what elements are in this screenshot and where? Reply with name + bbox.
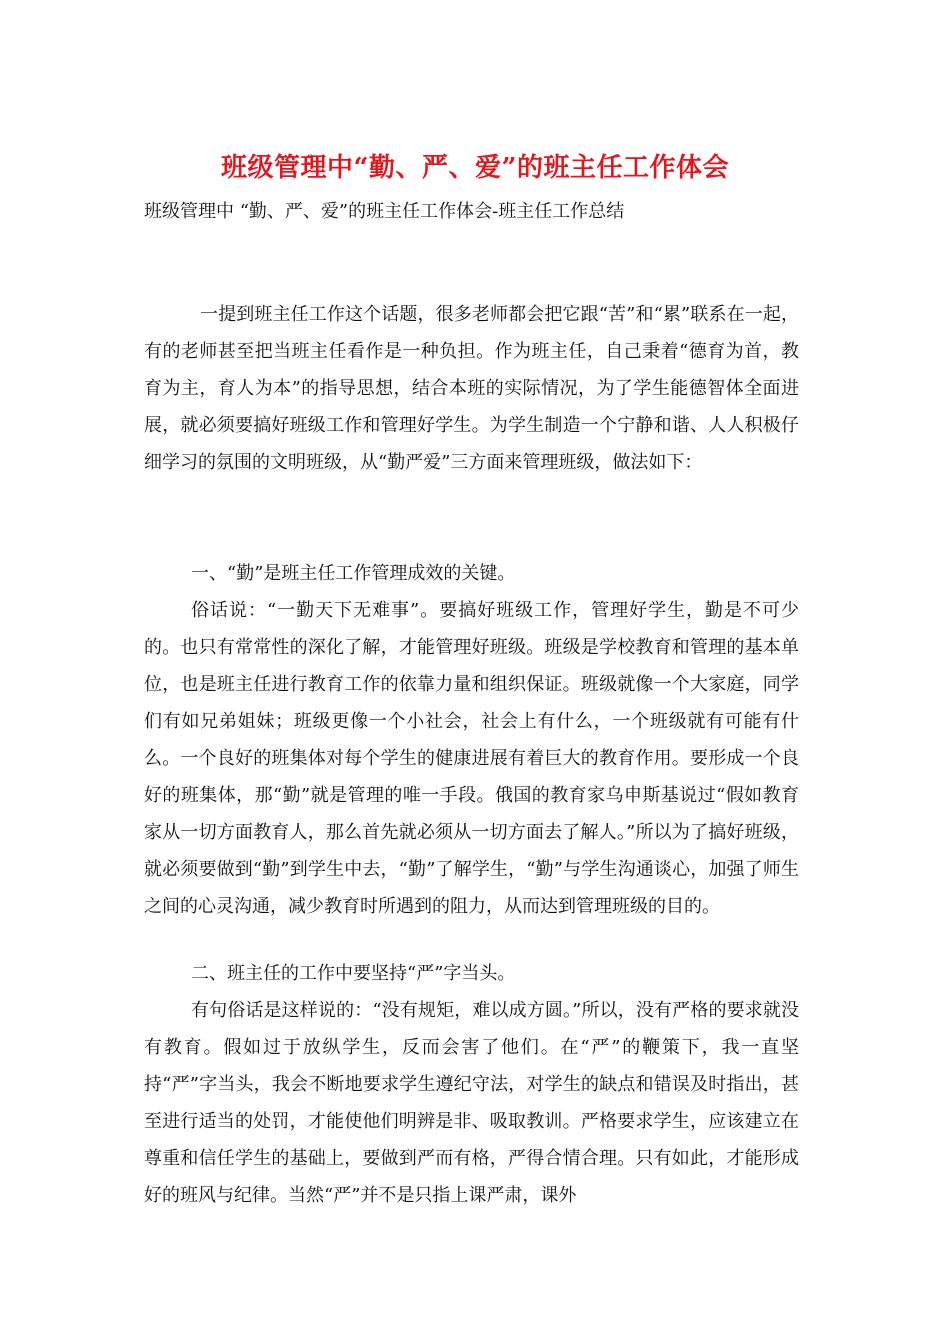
section-heading-qin: 一、“勤”是班主任工作管理成效的关键。 [191, 563, 516, 584]
section-paragraph-yan: 有句俗话是这样说的：“没有规矩，难以成方圆。”所以，没有严格的要求就没有教育。假如过于放纵学生，反而会害了他们。在“严”的鞭策下，我一直坚持“严”字当头，我会不断地要求学生遵纪守法，对学生的缺点和错误及时指出，甚至进行适当的处罚，才能使他们明辨是非、吸取教训。严格要求学生，应该建立在尊重和信任学生的基础上，要做到严而有格，严得合情合理。只有如此，才能形成好的班风与纪律。当然“严”并不是只指上课严肃，课外 [144, 1000, 799, 1206]
section-heading-yan: 二、班主任的工作中要坚持“严”字当头。 [191, 963, 516, 984]
document-title: 班级管理中“勤、严、爱”的班主任工作体会 [221, 153, 729, 183]
intro-paragraph: 一提到班主任工作这个话题，很多老师都会把它跟“苦”和“累”联系在一起，有的老师甚至把当班主任看作是一种负担。作为班主任，自己秉着“德育为首，教育为主，育人为本”的指导思想，结合本班的实际情况，为了学生能德智体全面进展，就必须要搞好班级工作和管理好学生。为学生制造一个宁静和谐、人人积极仔细学习的氛围的文明班级，从“勤严爱”三方面来管理班级，做法如下： [144, 304, 799, 473]
section-paragraph-qin: 俗话说：“一勤天下无难事”。要搞好班级工作，管理好学生，勤是不可少的。也只有常常性的深化了解，才能管理好班级。班级是学校教育和管理的基本单位，也是班主任进行教育工作的依靠力量和组织保证。班级就像一个大家庭，同学们有如兄弟姐妹；班级更像一个小社会，社会上有什么，一个班级就有可能有什么。一个良好的班集体对每个学生的健康进展有着巨大的教育作用。要形成一个良好的班集体，那“勤”就是管理的唯一手段。俄国的教育家乌申斯基说过“假如教育家从一切方面教育人，那么首先就必须从一切方面去了解人。”所以为了搞好班级，就必须要做到“勤”到学生中去，“勤”了解学生，“勤”与学生沟通谈心，加强了师生之间的心灵沟通，减少教育时所遇到的阻力，从而达到管理班级的目的。 [144, 600, 799, 917]
document-subtitle: 班级管理中 “勤、严、爱”的班主任工作体会-班主任工作总结 [144, 201, 625, 222]
